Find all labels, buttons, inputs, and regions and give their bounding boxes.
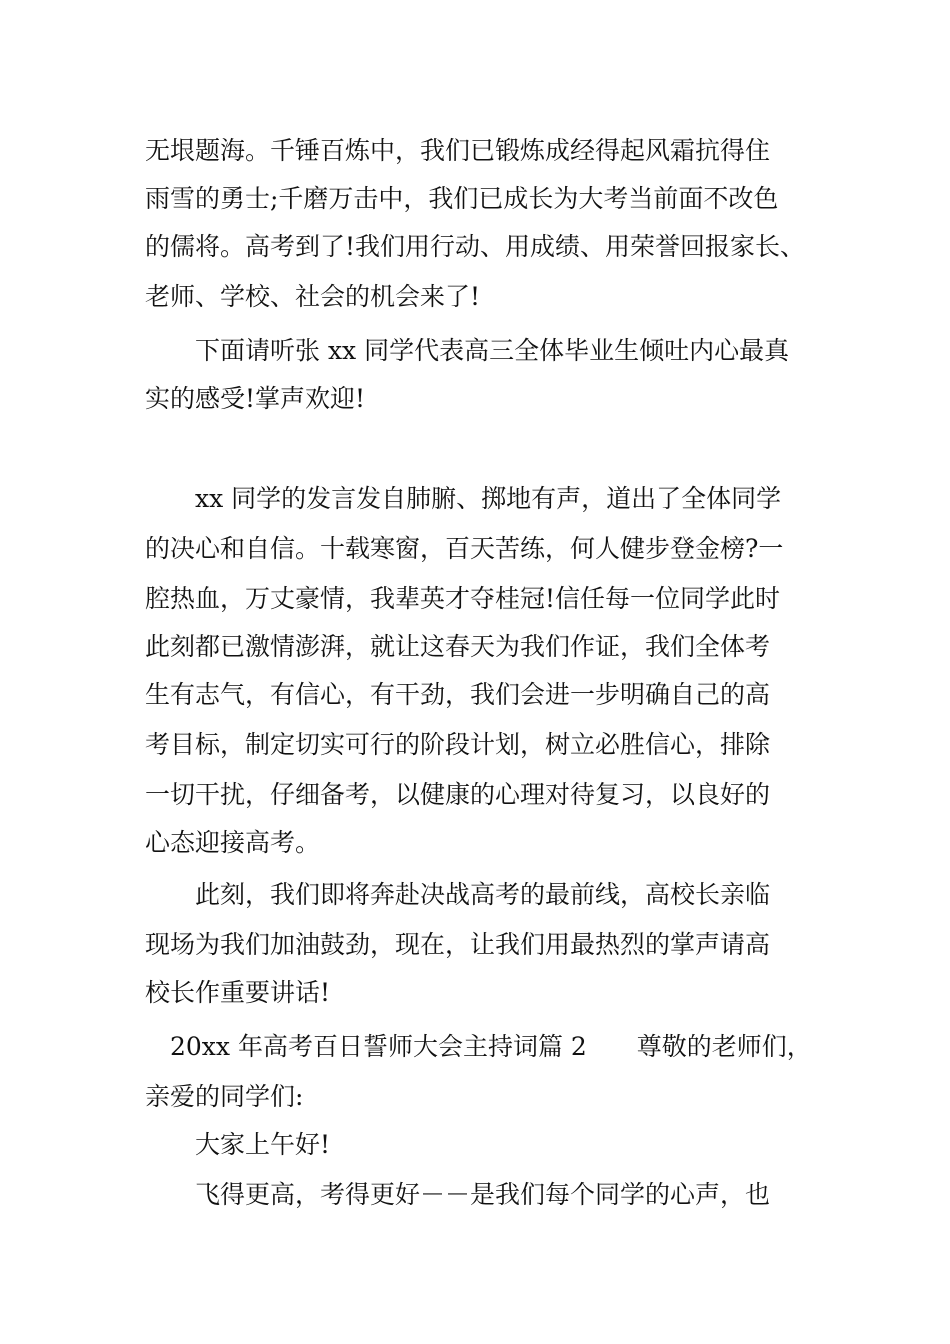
text-line: 实的感受!掌声欢迎! bbox=[145, 384, 366, 413]
text-line: 老师、学校、社会的机会来了! bbox=[145, 282, 481, 311]
text-line: 的决心和自信。十载寒窗，百天苦练，何人健步登金榜?一 bbox=[145, 534, 784, 563]
text-line: 校长作重要讲话! bbox=[145, 978, 331, 1007]
text-line: 腔热血，万丈豪情，我辈英才夺桂冠!信任每一位同学此时 bbox=[145, 584, 781, 613]
text-line: 无垠题海。千锤百炼中，我们已锻炼成经得起风霜抗得住 bbox=[145, 136, 771, 165]
text-line: 的儒将。高考到了!我们用行动、用成绩、用荣誉回报家长、 bbox=[145, 232, 806, 261]
text-line: 一切干扰，仔细备考，以健康的心理对待复习，以良好的 bbox=[145, 780, 771, 809]
text-line: 生有志气，有信心，有干劲，我们会进一步明确自己的高 bbox=[145, 680, 771, 709]
text-line: 亲爱的同学们: bbox=[145, 1082, 304, 1111]
text-line: 现场为我们加油鼓劲，现在，让我们用最热烈的掌声请高 bbox=[145, 930, 771, 959]
text-line: 大家上午好! bbox=[195, 1130, 331, 1159]
text-line: 考目标，制定切实可行的阶段计划，树立必胜信心，排除 bbox=[145, 730, 771, 759]
text-line: 飞得更高，考得更好－－是我们每个同学的心声，也 bbox=[195, 1180, 771, 1209]
section-heading-line: 20xx 年高考百日誓师大会主持词篇 2 尊敬的老师们， bbox=[170, 1032, 812, 1061]
text-line: 心态迎接高考。 bbox=[145, 828, 321, 857]
text-line: 雨雪的勇士;千磨万击中，我们已成长为大考当前面不改色 bbox=[145, 184, 779, 213]
text-line: 此刻都已激情澎湃，就让这春天为我们作证，我们全体考 bbox=[145, 632, 771, 661]
text-line: 此刻，我们即将奔赴决战高考的最前线，高校长亲临 bbox=[195, 880, 771, 909]
text-line: xx 同学的发言发自肺腑、掷地有声，道出了全体同学 bbox=[195, 484, 782, 513]
text-line: 下面请听张 xx 同学代表高三全体毕业生倾吐内心最真 bbox=[195, 336, 790, 365]
